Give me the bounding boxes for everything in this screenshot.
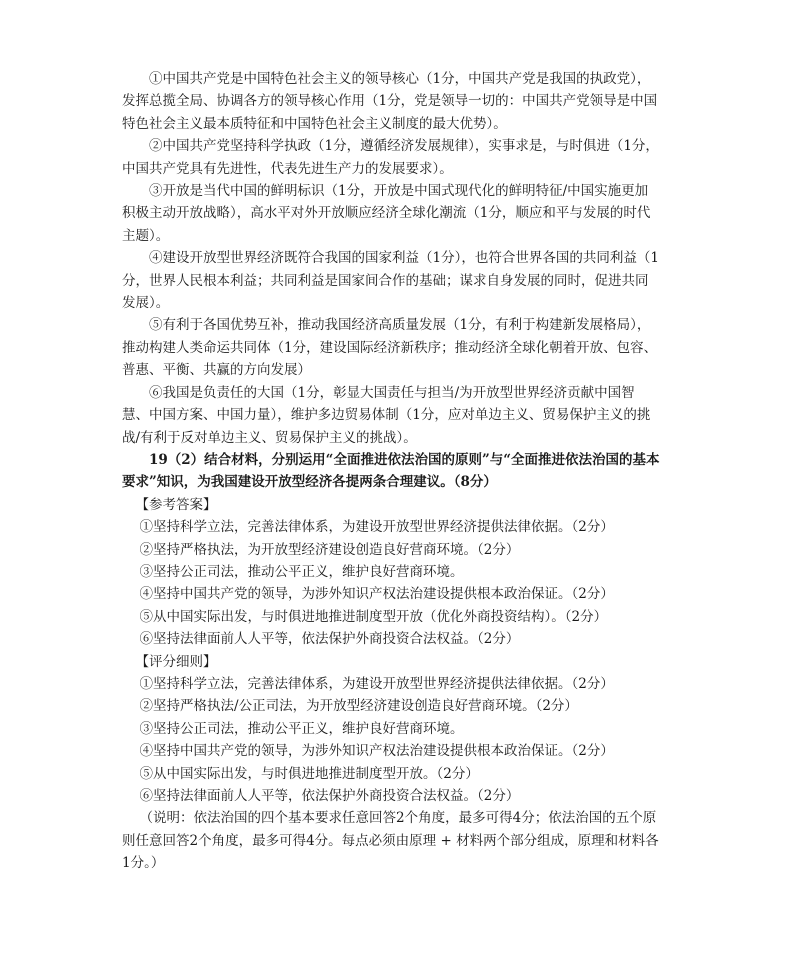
reference-item-3: ③坚持公正司法，推动公平正义，维护良好营商环境。 — [139, 563, 464, 580]
answer-paragraph-2: ②中国共产党坚持科学执政（1分，遵循经济发展规律），实事求是，与时俱进（1分，中国共产党具有先进性，代表先进生产力的发展要求）。 — [122, 138, 659, 177]
reference-item-6: ⑥坚持法律面前人人平等，依法保护外商投资合法权益。（2分） — [139, 631, 520, 648]
scoring-item-3: ③坚持公正司法，推动公平正义，维护良好营商环境。 — [139, 720, 464, 737]
scoring-item-6: ⑥坚持法律面前人人平等，依法保护外商投资合法权益。（2分） — [139, 788, 520, 804]
scoring-heading: 【评分细则】 — [135, 653, 217, 670]
scoring-note: （说明：依法治国的四个基本要求任意回答2个角度，最多可得4分；依法治国的五个原则任意回答2个角度，最多可得4分。每点必须由原理 + 材料两个部分组成，原理和材料各1分。） — [122, 810, 659, 872]
answer-paragraph-1: ①中国共产党是中国特色社会主义的领导核心（1分，中国共产党是我国的执政党），发挥总揽全局、协调各方的领导核心作用（1分，党是领导一切的：中国共产党领导是中国特色社会主义最本质特征和中国特色社会主义制度的最大优势）。 — [122, 71, 658, 132]
reference-item-1: ①坚持科学立法，完善法律体系，为建设开放型世界经济提供法律依据。（2分） — [139, 519, 614, 536]
question-19-2: 19（2）结合材料，分别运用“全面推进依法治国的原则”与“全面推进依法治国的基本要求”知识，为我国建设开放型经济各提两条合理建议。（8分） — [122, 451, 660, 491]
reference-item-5: ⑤从中国实际出发，与时俱进地推进制度型开放（优化外商投资结构）。（2分） — [139, 608, 608, 625]
reference-heading: 【参考答案】 — [135, 496, 217, 513]
answer-paragraph-5: ⑤有利于各国优势互补，推动我国经济高质量发展（1分，有利于构建新发展格局），推动构建人类命运共同体（1分，建设国际经济新秩序；推动经济全球化朝着开放、包容、普惠、平衡、共赢的方向发展） — [122, 317, 658, 379]
scoring-item-4: ④坚持中国共产党的领导，为涉外知识产权法治建设提供根本政治保证。（2分） — [139, 743, 614, 760]
scoring-item-5: ⑤从中国实际出发，与时俱进地推进制度型开放。（2分） — [139, 765, 479, 782]
scoring-item-1: ①坚持科学立法，完善法律体系，为建设开放型世界经济提供法律依据。（2分） — [139, 675, 614, 692]
reference-item-4: ④坚持中国共产党的领导，为涉外知识产权法治建设提供根本政治保证。（2分） — [139, 586, 614, 603]
answer-paragraph-6: ⑥我国是负责任的大国（1分，彰显大国责任与担当/为开放型世界经济贡献中国智慧、中国方案、中国力量），维护多边贸易体制（1分，应对单边主义、贸易保护主义的挑战/有利于反对单边主义、贸易保护主义的挑战）。 — [122, 384, 651, 446]
answer-paragraph-4: ④建设开放型世界经济既符合我国的国家利益（1分），也符合世界各国的共同利益（1分，世界人民根本利益；共同利益是国家间合作的基础；谋求自身发展的同时，促进共同发展）。 — [122, 250, 659, 312]
scoring-item-2: ②坚持严格执法/公正司法，为开放型经济建设创造良好营商环境。（2分） — [139, 698, 578, 715]
answer-paragraph-3: ③开放是当代中国的鲜明标识（1分，开放是中国式现代化的鲜明特征/中国实施更加积极主动开放战略），高水平对外开放顺应经济全球化潮流（1分，顺应和平与发展的时代主题）。 — [122, 183, 651, 244]
reference-item-2: ②坚持严格执法，为开放型经济建设创造良好营商环境。（2分） — [139, 541, 520, 558]
